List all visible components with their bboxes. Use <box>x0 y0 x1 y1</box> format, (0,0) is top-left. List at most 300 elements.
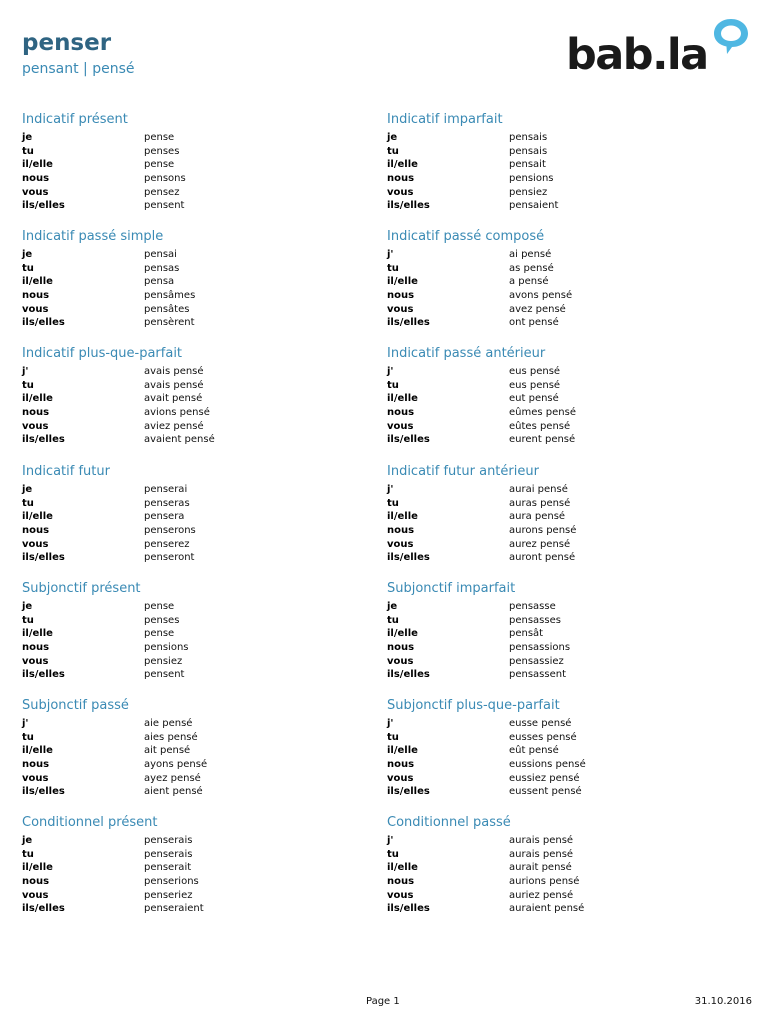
verb-title: penser <box>22 30 112 56</box>
pronoun: ils/elles <box>387 552 430 564</box>
verb-form: aura pensé <box>509 511 566 523</box>
pronoun: ils/elles <box>387 317 430 329</box>
pronoun: nous <box>387 407 415 419</box>
verb-form: avaient pensé <box>144 434 215 446</box>
conjugation-row <box>387 392 727 406</box>
conjugation-row <box>387 717 727 731</box>
pronoun: tu <box>22 379 34 391</box>
conjugation-row <box>22 614 362 628</box>
verb-form: pensiez <box>509 186 548 198</box>
verb-form: pensions <box>509 173 554 185</box>
pronoun: il/elle <box>387 276 418 288</box>
conjugation-row <box>22 641 362 655</box>
conjugation-row <box>387 551 727 565</box>
verb-form: pensiez <box>144 655 183 667</box>
pronoun: il/elle <box>22 628 53 640</box>
conjugation-row <box>387 420 727 434</box>
verb-form: pensez <box>144 186 180 198</box>
pronoun: vous <box>387 889 414 901</box>
verb-form: penses <box>144 145 180 157</box>
conjugation-row <box>387 600 727 614</box>
conjugation-row <box>22 316 362 330</box>
verb-form: avez pensé <box>509 303 566 315</box>
conjugation-row <box>22 848 362 862</box>
verb-form: aie pensé <box>144 718 193 729</box>
pronoun: tu <box>22 262 34 274</box>
verb-form: penseriez <box>144 889 193 901</box>
tense-title: Conditionnel passé <box>387 815 511 830</box>
conjugation-row <box>387 614 727 628</box>
conjugation-row <box>387 406 727 420</box>
pronoun: je <box>22 835 33 846</box>
pronoun: j' <box>22 366 29 377</box>
pronoun: nous <box>22 290 50 302</box>
conjugation-row <box>22 875 362 889</box>
tense-title: Subjonctif plus-que-parfait <box>387 698 560 713</box>
pronoun: tu <box>387 145 399 157</box>
pronoun: il/elle <box>387 745 418 757</box>
conjugation-row <box>22 627 362 641</box>
conjugation-row <box>22 289 362 303</box>
verb-form: pensassions <box>509 642 571 654</box>
conjugation-row <box>387 744 727 758</box>
tense-title: Conditionnel présent <box>22 815 158 830</box>
tense-block <box>387 112 727 213</box>
verb-form: pensent <box>144 200 185 212</box>
conjugation-row <box>387 248 727 262</box>
tense-block <box>387 815 727 916</box>
pronoun: tu <box>387 379 399 391</box>
conjugation-rows <box>387 834 727 916</box>
pronoun: tu <box>22 848 34 860</box>
pronoun: vous <box>387 655 414 667</box>
verb-form: auraient pensé <box>509 903 585 915</box>
conjugation-rows <box>387 131 727 213</box>
verb-form: penserais <box>144 848 193 860</box>
verb-form: pensassiez <box>509 655 564 667</box>
conjugation-rows <box>22 131 362 213</box>
tense-title: Indicatif passé simple <box>22 229 164 244</box>
tense-block <box>22 112 362 213</box>
verb-form: aurions pensé <box>509 876 580 888</box>
conjugation-row <box>22 744 362 758</box>
verb-form: pense <box>144 628 175 640</box>
conjugation-row <box>387 262 727 276</box>
verb-form: pensèrent <box>144 317 195 329</box>
conjugation-row <box>387 365 727 379</box>
tense-title: Subjonctif présent <box>22 581 141 596</box>
verb-form: pensât <box>509 628 544 640</box>
verb-form: auriez pensé <box>509 889 574 901</box>
pronoun: ils/elles <box>22 200 65 212</box>
pronoun: nous <box>22 525 50 537</box>
verb-form: aies pensé <box>144 731 198 743</box>
pronoun: vous <box>22 186 49 198</box>
conjugation-row <box>22 131 362 145</box>
pronoun: ils/elles <box>387 669 430 681</box>
tense-title: Indicatif futur <box>22 464 110 479</box>
verb-form: aurons pensé <box>509 525 577 537</box>
pronoun: nous <box>22 876 50 888</box>
conjugation-row <box>22 433 362 447</box>
pronoun: vous <box>22 303 49 315</box>
conjugation-row <box>22 158 362 172</box>
pronoun: vous <box>387 303 414 315</box>
verb-participles: pensant | pensé <box>22 61 135 77</box>
conjugation-row <box>22 303 362 317</box>
conjugation-row <box>22 600 362 614</box>
pronoun: ils/elles <box>387 434 430 446</box>
tense-title: Subjonctif passé <box>22 698 129 713</box>
tense-block <box>387 229 727 330</box>
pronoun: ils/elles <box>22 317 65 329</box>
verb-form: pensassent <box>509 669 567 681</box>
pronoun: je <box>22 249 33 260</box>
conjugation-row <box>387 316 727 330</box>
conjugation-row <box>387 172 727 186</box>
conjugation-row <box>387 758 727 772</box>
verb-form: pensent <box>144 669 185 681</box>
tense-block <box>22 464 362 565</box>
verb-form: eusse pensé <box>509 718 572 729</box>
verb-form: aurait pensé <box>509 862 572 874</box>
verb-form: pensâtes <box>144 303 190 315</box>
conjugation-row <box>22 510 362 524</box>
conjugation-row <box>22 497 362 511</box>
verb-form: pensaient <box>509 200 559 212</box>
pronoun: tu <box>387 848 399 860</box>
pronoun: je <box>22 132 33 143</box>
conjugation-rows <box>22 248 362 330</box>
verb-form: penseraient <box>144 903 204 915</box>
footer-date: 31.10.2016 <box>694 996 752 1007</box>
verb-form: pensai <box>144 249 177 260</box>
pronoun: il/elle <box>22 511 53 523</box>
verb-form: pense <box>144 132 175 143</box>
pronoun: tu <box>22 614 34 626</box>
verb-form: ait pensé <box>144 745 191 757</box>
conjugation-row <box>387 497 727 511</box>
conjugation-row <box>22 668 362 682</box>
conjugation-row <box>387 655 727 669</box>
verb-form: eussent pensé <box>509 786 582 798</box>
pronoun: il/elle <box>22 862 53 874</box>
pronoun: tu <box>387 262 399 274</box>
conjugation-row <box>387 834 727 848</box>
tense-block <box>387 581 727 682</box>
pronoun: ils/elles <box>22 669 65 681</box>
verb-form: eurent pensé <box>509 434 576 446</box>
verb-form: eut pensé <box>509 393 559 405</box>
pronoun: vous <box>387 772 414 784</box>
verb-form: eussiez pensé <box>509 772 580 784</box>
verb-form: a pensé <box>509 276 549 288</box>
pronoun: nous <box>22 407 50 419</box>
conjugation-row <box>387 627 727 641</box>
pronoun: tu <box>387 731 399 743</box>
tense-block <box>22 346 362 447</box>
pronoun: j' <box>387 249 394 260</box>
pronoun: il/elle <box>22 159 53 171</box>
verb-form: eusses pensé <box>509 731 577 743</box>
pronoun: j' <box>22 718 29 729</box>
pronoun: ils/elles <box>22 786 65 798</box>
pronoun: nous <box>387 290 415 302</box>
tense-block <box>22 815 362 916</box>
conjugation-rows <box>22 717 362 799</box>
pronoun: tu <box>387 614 399 626</box>
verb-form: penserions <box>144 876 199 888</box>
verb-form: avais pensé <box>144 366 204 377</box>
verb-form: as pensé <box>509 262 554 274</box>
pronoun: tu <box>22 497 34 509</box>
pronoun: nous <box>22 642 50 654</box>
verb-form: ayez pensé <box>144 772 201 784</box>
tense-block <box>387 464 727 565</box>
conjugation-row <box>22 772 362 786</box>
conjugation-row <box>387 772 727 786</box>
verb-form: pensasse <box>509 601 556 612</box>
verb-form: aurez pensé <box>509 538 571 550</box>
conjugation-row <box>387 641 727 655</box>
verb-form: aient pensé <box>144 786 203 798</box>
pronoun: nous <box>387 173 415 185</box>
conjugation-row <box>22 655 362 669</box>
conjugation-row <box>22 902 362 916</box>
babla-logo <box>564 16 754 82</box>
conjugation-rows <box>387 483 727 565</box>
verb-form: pensâmes <box>144 290 196 302</box>
verb-form: aurais pensé <box>509 835 574 846</box>
verb-form: pensais <box>509 145 548 157</box>
conjugation-row <box>22 785 362 799</box>
verb-form: penserais <box>144 835 193 846</box>
verb-form: eussions pensé <box>509 759 586 771</box>
pronoun: vous <box>22 889 49 901</box>
pronoun: nous <box>22 759 50 771</box>
verb-form: avait pensé <box>144 393 203 405</box>
pronoun: tu <box>22 145 34 157</box>
pronoun: tu <box>387 497 399 509</box>
tense-block <box>22 581 362 682</box>
verb-form: penseras <box>144 497 190 509</box>
conjugation-row <box>22 365 362 379</box>
pronoun: ils/elles <box>387 786 430 798</box>
pronoun: il/elle <box>22 276 53 288</box>
conjugation-row <box>387 731 727 745</box>
verb-form: eûtes pensé <box>509 420 571 432</box>
verb-form: aurai pensé <box>509 484 568 495</box>
pronoun: il/elle <box>22 745 53 757</box>
pronoun: ils/elles <box>22 903 65 915</box>
conjugation-row <box>387 275 727 289</box>
tense-block <box>22 698 362 799</box>
verb-form: eus pensé <box>509 366 561 377</box>
conjugation-row <box>387 199 727 213</box>
conjugation-row <box>22 731 362 745</box>
conjugation-rows <box>22 365 362 447</box>
conjugation-row <box>22 551 362 565</box>
verb-form: auront pensé <box>509 552 576 564</box>
pronoun: ils/elles <box>22 434 65 446</box>
conjugation-row <box>22 758 362 772</box>
conjugation-rows <box>387 600 727 682</box>
conjugation-row <box>22 392 362 406</box>
verb-form: pensions <box>144 642 189 654</box>
conjugation-rows <box>387 365 727 447</box>
verb-form: pensons <box>144 173 186 185</box>
pronoun: j' <box>387 835 394 846</box>
conjugation-row <box>22 717 362 731</box>
pronoun: vous <box>22 772 49 784</box>
tense-title: Subjonctif imparfait <box>387 581 516 596</box>
conjugation-row <box>387 889 727 903</box>
pronoun: vous <box>387 538 414 550</box>
verb-form: aviez pensé <box>144 420 204 432</box>
pronoun: nous <box>22 173 50 185</box>
conjugation-row <box>387 785 727 799</box>
verb-form: ayons pensé <box>144 759 208 771</box>
page-number: Page 1 <box>366 996 400 1007</box>
verb-form: eûmes pensé <box>509 407 576 419</box>
conjugation-row <box>22 861 362 875</box>
verb-form: penserez <box>144 538 190 550</box>
logo-text: bab.la <box>566 30 708 80</box>
conjugation-rows <box>22 834 362 916</box>
conjugation-row <box>387 289 727 303</box>
conjugation-row <box>22 524 362 538</box>
pronoun: j' <box>387 484 394 495</box>
speech-bubble-icon <box>710 16 752 58</box>
verb-form: aurais pensé <box>509 848 574 860</box>
conjugation-row <box>22 186 362 200</box>
tense-title: Indicatif plus-que-parfait <box>22 346 183 361</box>
tense-title: Indicatif passé composé <box>387 229 545 244</box>
pronoun: ils/elles <box>22 552 65 564</box>
tense-title: Indicatif passé antérieur <box>387 346 546 361</box>
conjugation-row <box>387 510 727 524</box>
conjugation-row <box>387 433 727 447</box>
pronoun: il/elle <box>387 628 418 640</box>
conjugation-row <box>387 158 727 172</box>
conjugation-row <box>387 861 727 875</box>
pronoun: tu <box>22 731 34 743</box>
conjugation-rows <box>22 600 362 682</box>
verb-form: penses <box>144 614 180 626</box>
verb-form: pensasses <box>509 614 561 626</box>
conjugation-row <box>387 902 727 916</box>
conjugation-row <box>387 145 727 159</box>
verb-form: penserons <box>144 525 196 537</box>
tense-block <box>387 698 727 799</box>
conjugation-row <box>22 145 362 159</box>
pronoun: nous <box>387 759 415 771</box>
conjugation-row <box>22 199 362 213</box>
verb-form: ont pensé <box>509 317 559 329</box>
conjugation-row <box>22 275 362 289</box>
pronoun: il/elle <box>387 159 418 171</box>
tense-title: Indicatif présent <box>22 112 128 127</box>
verb-form: pense <box>144 159 175 171</box>
verb-form: pensait <box>509 159 546 171</box>
pronoun: je <box>387 132 398 143</box>
tense-block <box>387 346 727 447</box>
tense-title: Indicatif futur antérieur <box>387 464 539 479</box>
pronoun: il/elle <box>387 393 418 405</box>
verb-form: pensas <box>144 262 180 274</box>
verb-form: pensera <box>144 511 185 523</box>
pronoun: vous <box>22 538 49 550</box>
verb-form: pensais <box>509 132 548 143</box>
verb-form: ai pensé <box>509 249 552 260</box>
conjugation-row <box>22 420 362 434</box>
verb-form: avons pensé <box>509 290 573 302</box>
pronoun: je <box>22 484 33 495</box>
verb-form: eus pensé <box>509 379 561 391</box>
pronoun: nous <box>387 525 415 537</box>
conjugation-row <box>387 875 727 889</box>
pronoun: je <box>22 601 33 612</box>
verb-form: avais pensé <box>144 379 204 391</box>
pronoun: vous <box>22 420 49 432</box>
pronoun: j' <box>387 718 394 729</box>
conjugation-row <box>22 538 362 552</box>
tense-block <box>22 229 362 330</box>
conjugation-row <box>22 248 362 262</box>
conjugation-row <box>387 186 727 200</box>
pronoun: nous <box>387 876 415 888</box>
conjugation-row <box>387 483 727 497</box>
verb-form: auras pensé <box>509 497 571 509</box>
pronoun: il/elle <box>22 393 53 405</box>
conjugation-row <box>387 848 727 862</box>
conjugation-row <box>22 834 362 848</box>
pronoun: je <box>387 601 398 612</box>
conjugation-rows <box>22 483 362 565</box>
verb-form: eût pensé <box>509 745 559 757</box>
verb-form: pensa <box>144 276 175 288</box>
verb-form: penserai <box>144 484 188 495</box>
pronoun: il/elle <box>387 511 418 523</box>
conjugation-rows <box>387 248 727 330</box>
tense-title: Indicatif imparfait <box>387 112 503 127</box>
conjugation-row <box>387 524 727 538</box>
pronoun: il/elle <box>387 862 418 874</box>
pronoun: nous <box>387 642 415 654</box>
verb-form: pense <box>144 601 175 612</box>
pronoun: vous <box>22 655 49 667</box>
conjugation-rows <box>387 717 727 799</box>
conjugation-row <box>387 668 727 682</box>
conjugation-row <box>387 379 727 393</box>
pronoun: ils/elles <box>387 200 430 212</box>
conjugation-row <box>22 483 362 497</box>
verb-form: penserait <box>144 862 192 874</box>
conjugation-row <box>22 262 362 276</box>
conjugation-row <box>387 538 727 552</box>
pronoun: vous <box>387 186 414 198</box>
pronoun: j' <box>387 366 394 377</box>
conjugation-row <box>22 406 362 420</box>
conjugation-row <box>387 131 727 145</box>
verb-form: avions pensé <box>144 407 210 419</box>
conjugation-row <box>22 889 362 903</box>
conjugation-row <box>22 172 362 186</box>
verb-form: penseront <box>144 552 195 564</box>
pronoun: ils/elles <box>387 903 430 915</box>
conjugation-row <box>22 379 362 393</box>
conjugation-row <box>387 303 727 317</box>
